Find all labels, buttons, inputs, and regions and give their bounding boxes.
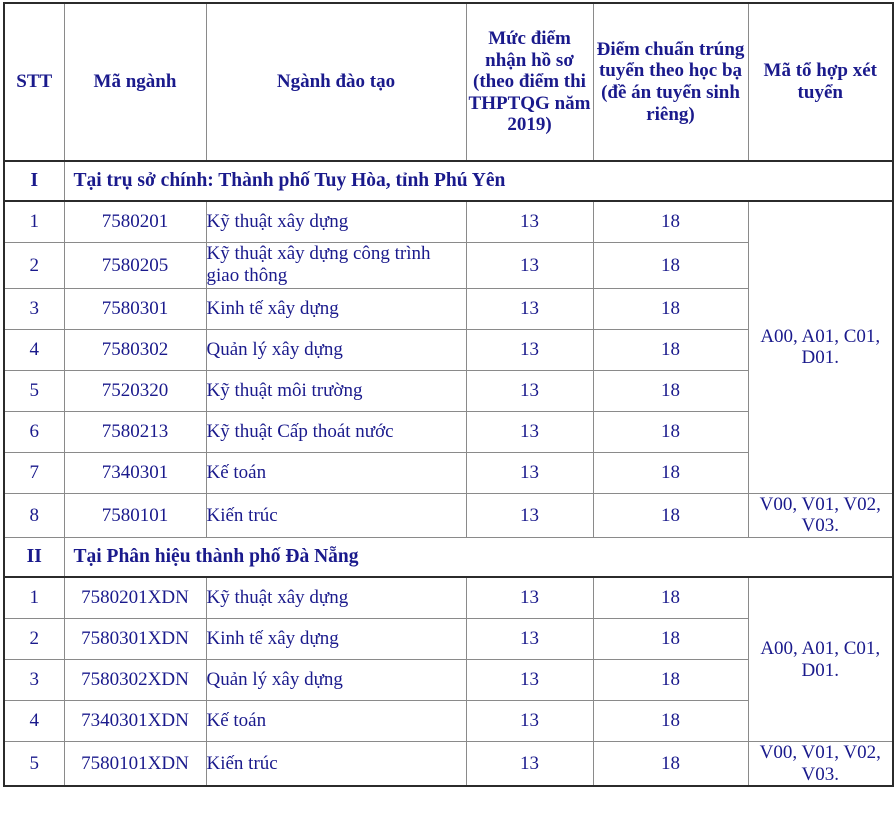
cell-ma-to-hop-group-a: A00, A01, C01, D01.	[748, 201, 893, 493]
section-header-row-ii	[4, 538, 893, 578]
cell-muc-diem: 13	[466, 452, 593, 493]
table-row	[4, 493, 893, 537]
cell-ma-nganh: 7580302XDN	[64, 660, 206, 701]
cell-stt: 5	[4, 742, 64, 787]
cell-diem-chuan: 18	[593, 411, 748, 452]
cell-stt: 2	[4, 243, 64, 289]
cell-diem-chuan: 18	[593, 619, 748, 660]
column-header-ma-to-hop: Mã tổ hợp xét tuyển	[748, 3, 893, 161]
cell-ma-nganh: 7580205	[64, 243, 206, 289]
cell-stt: 3	[4, 288, 64, 329]
cell-nganh-dao-tao: Kiến trúc	[206, 742, 466, 787]
cell-nganh-dao-tao: Quản lý xây dựng	[206, 329, 466, 370]
cell-ma-nganh: 7580101	[64, 493, 206, 537]
section-title-ii: Tại Phân hiệu thành phố Đà Nẵng	[64, 538, 893, 578]
section-header-row-i	[4, 161, 893, 201]
cell-nganh-dao-tao: Kỹ thuật xây dựng	[206, 201, 466, 243]
cell-stt: 7	[4, 452, 64, 493]
cell-ma-to-hop-group-v: V00, V01, V02, V03.	[748, 742, 893, 787]
cell-nganh-dao-tao: Kế toán	[206, 701, 466, 742]
cell-diem-chuan: 18	[593, 452, 748, 493]
cell-stt: 6	[4, 411, 64, 452]
cell-ma-nganh: 7340301	[64, 452, 206, 493]
cell-diem-chuan: 18	[593, 493, 748, 537]
cell-stt: 1	[4, 577, 64, 619]
cell-muc-diem: 13	[466, 742, 593, 787]
cell-muc-diem: 13	[466, 701, 593, 742]
cell-diem-chuan: 18	[593, 660, 748, 701]
cell-diem-chuan: 18	[593, 370, 748, 411]
section-number-ii: II	[4, 538, 64, 578]
cell-diem-chuan: 18	[593, 742, 748, 787]
column-header-ma-nganh: Mã ngành	[64, 3, 206, 161]
cell-diem-chuan: 18	[593, 577, 748, 619]
cell-nganh-dao-tao: Quản lý xây dựng	[206, 660, 466, 701]
cell-diem-chuan: 18	[593, 288, 748, 329]
cell-muc-diem: 13	[466, 411, 593, 452]
cell-diem-chuan: 18	[593, 329, 748, 370]
column-header-muc-diem-nhan-ho-so: Mức điểm nhận hồ sơ (theo điểm thi THPTQG năm 2019)	[466, 3, 593, 161]
cell-ma-to-hop-group-a: A00, A01, C01, D01.	[748, 577, 893, 742]
cell-ma-nganh: 7580101XDN	[64, 742, 206, 787]
cell-stt: 5	[4, 370, 64, 411]
cell-ma-nganh: 7580213	[64, 411, 206, 452]
cell-diem-chuan: 18	[593, 201, 748, 243]
cell-muc-diem: 13	[466, 660, 593, 701]
cell-nganh-dao-tao: Kinh tế xây dựng	[206, 288, 466, 329]
cell-ma-nganh: 7580301XDN	[64, 619, 206, 660]
column-header-diem-chuan-hoc-ba: Điểm chuẩn trúng tuyển theo học bạ (đề án tuyển sinh riêng)	[593, 3, 748, 161]
section-number-i: I	[4, 161, 64, 201]
cell-muc-diem: 13	[466, 288, 593, 329]
section-title-i: Tại trụ sở chính: Thành phố Tuy Hòa, tỉnh Phú Yên	[64, 161, 893, 201]
cell-nganh-dao-tao: Kỹ thuật xây dựng	[206, 577, 466, 619]
cell-stt: 1	[4, 201, 64, 243]
cell-stt: 8	[4, 493, 64, 537]
cell-stt: 3	[4, 660, 64, 701]
cell-ma-nganh: 7580201	[64, 201, 206, 243]
cell-nganh-dao-tao: Kỹ thuật môi trường	[206, 370, 466, 411]
cell-muc-diem: 13	[466, 619, 593, 660]
table-row	[4, 201, 893, 243]
cell-stt: 4	[4, 329, 64, 370]
admissions-score-table	[3, 2, 894, 787]
cell-diem-chuan: 18	[593, 701, 748, 742]
cell-ma-nganh: 7580302	[64, 329, 206, 370]
cell-stt: 4	[4, 701, 64, 742]
cell-nganh-dao-tao: Kỹ thuật Cấp thoát nước	[206, 411, 466, 452]
header-row	[4, 3, 893, 161]
table-body	[4, 161, 893, 786]
cell-ma-nganh: 7340301XDN	[64, 701, 206, 742]
cell-ma-to-hop-group-v: V00, V01, V02, V03.	[748, 493, 893, 537]
column-header-nganh-dao-tao: Ngành đào tạo	[206, 3, 466, 161]
cell-muc-diem: 13	[466, 201, 593, 243]
cell-ma-nganh: 7520320	[64, 370, 206, 411]
cell-muc-diem: 13	[466, 243, 593, 289]
cell-diem-chuan: 18	[593, 243, 748, 289]
admissions-table-page	[0, 2, 896, 824]
cell-muc-diem: 13	[466, 329, 593, 370]
cell-muc-diem: 13	[466, 493, 593, 537]
table-row	[4, 742, 893, 787]
cell-ma-nganh: 7580301	[64, 288, 206, 329]
cell-nganh-dao-tao: Kinh tế xây dựng	[206, 619, 466, 660]
cell-nganh-dao-tao: Kiến trúc	[206, 493, 466, 537]
cell-muc-diem: 13	[466, 577, 593, 619]
table-header	[4, 3, 893, 161]
column-header-stt: STT	[4, 3, 64, 161]
table-row	[4, 577, 893, 619]
cell-ma-nganh: 7580201XDN	[64, 577, 206, 619]
cell-nganh-dao-tao: Kế toán	[206, 452, 466, 493]
cell-muc-diem: 13	[466, 370, 593, 411]
cell-nganh-dao-tao: Kỹ thuật xây dựng công trình giao thông	[206, 243, 466, 289]
cell-stt: 2	[4, 619, 64, 660]
